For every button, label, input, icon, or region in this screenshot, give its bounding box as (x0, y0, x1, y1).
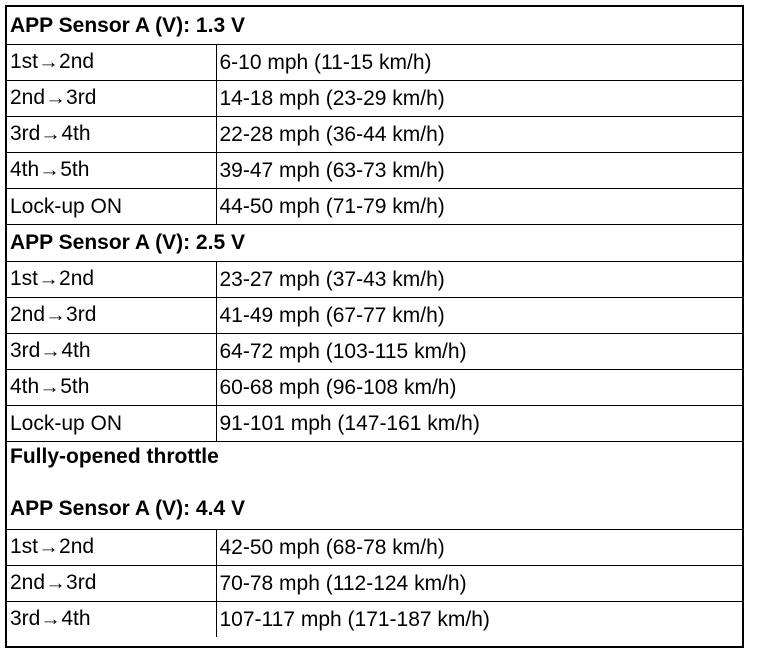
shift-label: Lock-up ON (10, 411, 123, 435)
gear-from: 3rd (10, 122, 41, 145)
section-header (7, 441, 742, 529)
gear-from: 3rd (10, 607, 41, 631)
gear-to: 3rd (66, 571, 97, 594)
right-arrow-icon: → (40, 341, 62, 362)
gear-from: 4th (10, 158, 40, 181)
shift-cell (7, 529, 216, 565)
vehicle-speed-cell: 91-101 mph (147-161 km/h) (216, 405, 742, 441)
gear-from: 2nd (10, 303, 46, 326)
right-arrow-icon: → (38, 52, 59, 73)
shift-cell (7, 601, 216, 637)
gear-from: 1st (10, 50, 39, 73)
right-arrow-icon: → (39, 160, 61, 181)
shift-cell (7, 565, 216, 601)
section-header-row (7, 7, 742, 44)
vehicle-speed-cell: 107-117 mph (171-187 km/h) (216, 601, 742, 637)
shift-cell (7, 261, 216, 297)
shift-cell (7, 152, 216, 188)
vehicle-speed-cell: 41-49 mph (67-77 km/h) (216, 297, 742, 333)
table-row (7, 297, 742, 333)
gear-to: 4th (61, 607, 91, 631)
right-arrow-icon: → (45, 573, 66, 594)
right-arrow-icon: → (39, 377, 61, 398)
gear-from: 1st (10, 267, 39, 290)
gear-to: 3rd (66, 303, 97, 326)
shift-speed-table-frame (5, 5, 744, 648)
section-header-condition: Fully-opened throttle (10, 444, 219, 468)
section-header-sensor: APP Sensor A (V): 4.4 V (10, 496, 245, 520)
gear-from: 1st (10, 535, 39, 558)
gear-to: 2nd (59, 50, 95, 73)
table-row (7, 601, 742, 637)
shift-cell (7, 44, 216, 80)
table-row (7, 405, 742, 441)
vehicle-speed-cell: 14-18 mph (23-29 km/h) (216, 80, 742, 116)
gear-to: 5th (60, 158, 90, 181)
section-header: APP Sensor A (V): 2.5 V (7, 224, 742, 261)
section-header-row (7, 441, 742, 529)
right-arrow-icon: → (38, 537, 59, 558)
gear-to: 5th (60, 375, 90, 398)
shift-cell (7, 333, 216, 369)
shift-speed-table (7, 7, 742, 637)
shift-cell (7, 188, 216, 224)
vehicle-speed-cell: 39-47 mph (63-73 km/h) (216, 152, 742, 188)
right-arrow-icon: → (40, 124, 62, 145)
table-row (7, 152, 742, 188)
table-row (7, 565, 742, 601)
gear-to: 2nd (59, 267, 95, 290)
gear-from: 4th (10, 375, 40, 398)
table-row (7, 116, 742, 152)
shift-cell (7, 405, 216, 441)
vehicle-speed-cell: 22-28 mph (36-44 km/h) (216, 116, 742, 152)
table-row (7, 44, 742, 80)
gear-to: 4th (61, 122, 91, 145)
vehicle-speed-cell: 42-50 mph (68-78 km/h) (216, 529, 742, 565)
right-arrow-icon: → (40, 609, 62, 631)
gear-from: 2nd (10, 86, 46, 109)
table-row (7, 261, 742, 297)
gear-from: 3rd (10, 339, 41, 362)
gear-to: 3rd (66, 86, 97, 109)
vehicle-speed-cell: 23-27 mph (37-43 km/h) (216, 261, 742, 297)
vehicle-speed-cell: 44-50 mph (71-79 km/h) (216, 188, 742, 224)
section-header-row (7, 224, 742, 261)
shift-cell (7, 116, 216, 152)
right-arrow-icon: → (45, 88, 66, 109)
shift-cell (7, 80, 216, 116)
table-row (7, 80, 742, 116)
gear-to: 2nd (59, 535, 95, 558)
shift-speed-table-body (7, 7, 742, 637)
vehicle-speed-cell: 60-68 mph (96-108 km/h) (216, 369, 742, 405)
right-arrow-icon: → (45, 305, 66, 326)
shift-label: Lock-up ON (10, 194, 123, 218)
shift-cell (7, 369, 216, 405)
section-header: APP Sensor A (V): 1.3 V (7, 7, 742, 44)
vehicle-speed-cell: 70-78 mph (112-124 km/h) (216, 565, 742, 601)
shift-cell (7, 297, 216, 333)
table-row (7, 529, 742, 565)
vehicle-speed-cell: 6-10 mph (11-15 km/h) (216, 44, 742, 80)
right-arrow-icon: → (38, 269, 59, 290)
table-row (7, 369, 742, 405)
gear-to: 4th (61, 339, 91, 362)
table-row (7, 188, 742, 224)
table-row (7, 333, 742, 369)
gear-from: 2nd (10, 571, 46, 594)
vehicle-speed-cell: 64-72 mph (103-115 km/h) (216, 333, 742, 369)
